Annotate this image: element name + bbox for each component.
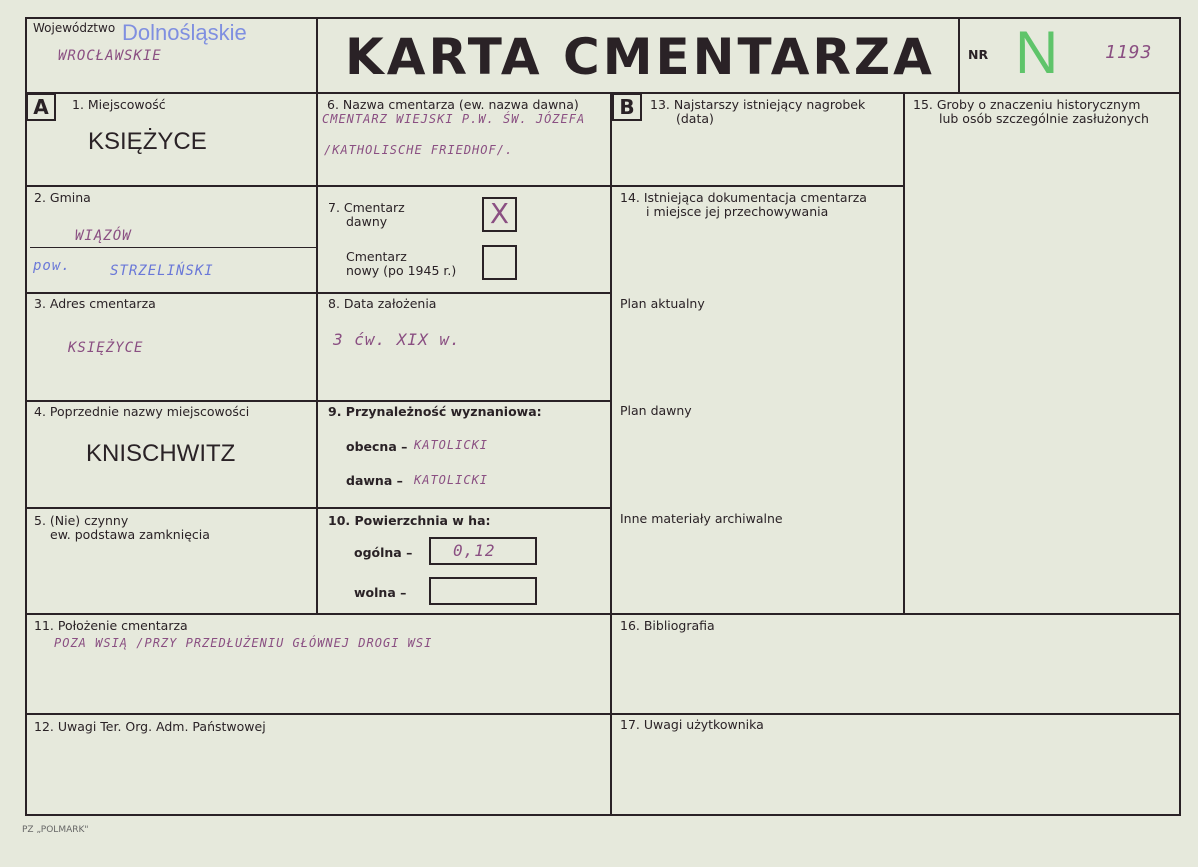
plan-old-label: Plan dawny xyxy=(620,403,692,418)
page-title: KARTA CMENTARZA xyxy=(345,28,935,86)
field10-free-label: wolna – xyxy=(354,585,407,600)
field11-label: 11. Położenie cmentarza xyxy=(34,618,188,633)
field10-total-label: ogólna – xyxy=(354,545,413,560)
field1-label: 1. Miejscowość xyxy=(72,97,166,112)
field7-old-label: 7. Cmentarz xyxy=(328,200,405,215)
field5-label2: ew. podstawa zamknięcia xyxy=(50,527,210,542)
field7-new-label2: nowy (po 1945 r.) xyxy=(346,263,457,278)
area-free-field[interactable] xyxy=(429,577,537,605)
field1-value: KSIĘŻYCE xyxy=(88,128,207,155)
cemetery-new-checkbox[interactable] xyxy=(482,245,517,280)
field4-value: KNISCHWITZ xyxy=(86,440,236,467)
printer-mark: PZ „POLMARK" xyxy=(22,825,89,835)
field7-old-label2: dawny xyxy=(346,214,388,229)
field9-former-label: dawna – xyxy=(346,473,403,488)
field13-label2: (data) xyxy=(676,111,714,126)
wojewodztwo-stamp: Dolnośląskie xyxy=(122,20,247,45)
col4 xyxy=(903,92,1181,615)
field12-label: 12. Uwagi Ter. Org. Adm. Państwowej xyxy=(34,719,266,734)
field7-new-label: Cmentarz xyxy=(346,249,407,264)
field2-value: WIĄZÓW xyxy=(75,228,132,244)
field2-pow: pow. xyxy=(33,258,71,274)
area-total-field[interactable]: 0,12 xyxy=(429,537,537,565)
other-materials-label: Inne materiały archiwalne xyxy=(620,511,783,526)
field14-label: 14. Istniejąca dokumentacja cmentarza xyxy=(620,190,867,205)
field10-label: 10. Powierzchnia w ha: xyxy=(328,513,491,528)
field9-current: KATOLICKI xyxy=(414,438,489,452)
cemetery-old-checkbox[interactable]: X xyxy=(482,197,517,232)
section-a-tag: A xyxy=(26,93,56,121)
field9-current-label: obecna – xyxy=(346,439,408,454)
wojewodztwo-handwritten: WROCŁAWSKIE xyxy=(58,48,162,64)
field13-label: 13. Najstarszy istniejący nagrobek xyxy=(650,97,866,112)
field2-label: 2. Gmina xyxy=(34,190,91,205)
nr-label: NR xyxy=(968,47,989,62)
field6-value2: /KATHOLISCHE FRIEDHOF/. xyxy=(324,143,514,157)
field6-value: CMENTARZ WIEJSKI P.W. ŚW. JÓZEFA xyxy=(322,112,586,126)
field6-label: 6. Nazwa cmentarza (ew. nazwa dawna) xyxy=(327,97,579,112)
field8-value: 3 ćw. XIX w. xyxy=(333,330,461,349)
gmina-divider xyxy=(30,247,316,248)
wojewodztwo-label: Województwo xyxy=(33,21,116,35)
field14-label2: i miejsce jej przechowywania xyxy=(646,204,829,219)
field9-former: KATOLICKI xyxy=(414,473,489,487)
field2-powiat: STRZELIŃSKI xyxy=(110,263,214,279)
nr-letter: N xyxy=(1015,19,1059,86)
field3-value: KSIĘŻYCE xyxy=(68,340,144,356)
field9-label: 9. Przynależność wyznaniowa: xyxy=(328,404,542,419)
nr-value: 1193 xyxy=(1105,42,1153,63)
field3-label: 3. Adres cmentarza xyxy=(34,296,156,311)
field16-label: 16. Bibliografia xyxy=(620,618,715,633)
field17-label: 17. Uwagi użytkownika xyxy=(620,717,764,732)
field4-label: 4. Poprzednie nazwy miejscowości xyxy=(34,404,250,419)
section-b-tag: B xyxy=(612,93,642,121)
plan-current-label: Plan aktualny xyxy=(620,296,705,311)
field15-label2: lub osób szczególnie zasłużonych xyxy=(939,111,1149,126)
col3-row2 xyxy=(610,185,905,615)
field5-label: 5. (Nie) czynny xyxy=(34,513,129,528)
field15-label: 15. Groby o znaczeniu historycznym xyxy=(913,97,1141,112)
field11-value: POZA WSIĄ /PRZY PRZEDŁUŻENIU GŁÓWNEJ DROGI WSI xyxy=(54,636,433,650)
field8-label: 8. Data założenia xyxy=(328,296,437,311)
